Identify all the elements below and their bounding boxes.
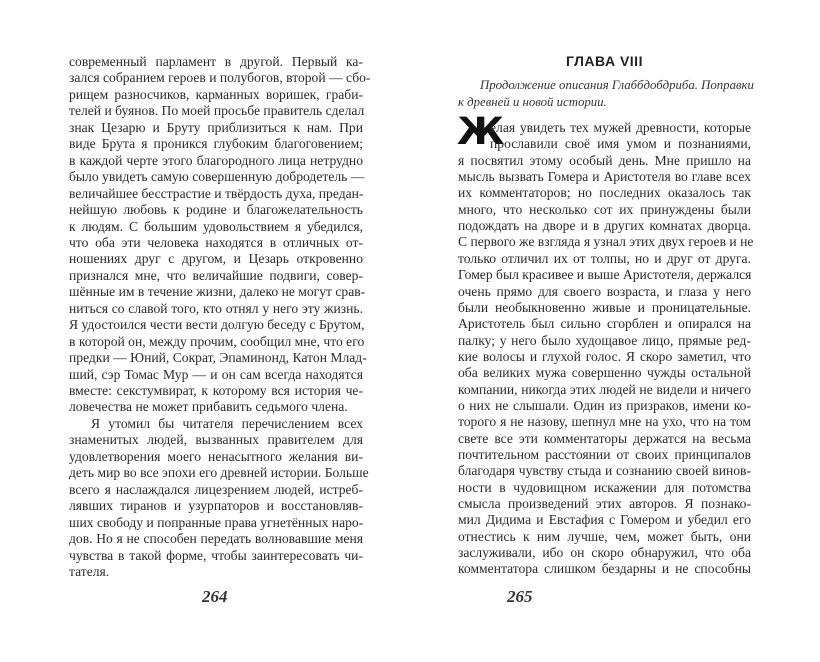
text-line: удовлетворения моего ненасытного желания ви- — [69, 448, 363, 464]
text-line: С первого же взгляда я узнал этих двух героев и не — [458, 234, 754, 250]
text-line: Я утомил бы читателя перечислением всех — [91, 415, 363, 431]
text-line: предки — Юний, Сократ, Эпаминонд, Катон Млад- — [69, 350, 367, 366]
text-line: много, что несколько сот их принуждены были — [458, 201, 751, 217]
text-line: современный парламент в другой. Первый ка- — [69, 54, 363, 69]
text-line: чувства в такой форме, чтобы заинтересовать чи- — [69, 547, 363, 563]
page-number-right: 265 — [507, 587, 533, 606]
text-line: подождать на дворе и в других комнатах дворца. — [458, 218, 751, 234]
text-line: что оба эти человека находятся в отличных от- — [69, 234, 363, 250]
text-line: величайшее бесстрастие и твёрдость духа, предан- — [69, 185, 364, 201]
text-line: было увидеть самую совершенную добродетель — — [69, 169, 365, 185]
text-line: лявших тиранов и узурпаторов и восстановляв- — [69, 498, 363, 514]
text-line: ности в чудовищном искажении для потомства — [458, 479, 751, 495]
text-line: о них не слышали. Один из призраков, имени ко- — [458, 397, 751, 413]
text-line: дов. Но я не способен передать волновавшие меня — [69, 531, 363, 547]
text-line: телей и буянов. По моей просьбе правитель сделал — [69, 103, 365, 119]
page-number-left: 264 — [202, 587, 228, 606]
text-line: деть мир во все эпохи его древней истории. Больше — [69, 465, 369, 481]
text-line: благодаря чувству стыда и сознанию своей винов- — [458, 463, 751, 479]
text-line: нейшую любовь к родине и благожелательность — [69, 202, 363, 218]
text-line: шённые им в течение жизни, далеко не могут срав- — [69, 284, 366, 300]
text-line: ших свободу и попранные права угнетённых наро- — [69, 514, 364, 530]
text-line: оба великих мужа совершенно чужды остальной — [458, 365, 751, 381]
text-line: торого я не назову, шепнул мне на ухо, что на том — [458, 414, 751, 430]
text-line: прославили своё имя умом и познаниями, — [490, 136, 751, 152]
text-line: я посвятил этому особый день. Мне пришло на — [458, 152, 751, 168]
text-line: отнестись к ним лучше, чем, может быть, они — [458, 528, 751, 544]
text-line: знак Цезарю и Бруту приблизиться к нам. При — [69, 119, 363, 135]
drop-cap-letter: Ж — [456, 110, 505, 153]
text-line: комментатора слишком бездарны и не способны — [458, 561, 751, 577]
text-line: очень прямо для своего возраста, и глаза у него — [458, 283, 751, 299]
chapter-subtitle-line-1: Продолжение описания Глаббдобдриба. Поправки — [480, 78, 754, 92]
text-line: почтительном расстоянии от своих принципалов — [458, 447, 751, 462]
text-line: рищем разносчиков, карманных воришек, граби- — [69, 86, 363, 102]
text-line: елая увидеть тех мужей древности, которые — [490, 120, 751, 135]
text-line: мил Дидима и Евстафия с Гомером и убедил его — [458, 512, 751, 528]
text-line: признался мне, что величайшие подвиги, совер- — [69, 267, 363, 283]
text-line: тателя. — [69, 563, 110, 579]
text-line: смысла произведений этих авторов. Я познако- — [458, 496, 751, 512]
text-line: Гомер был красивее и выше Аристотеля, держался — [458, 267, 752, 283]
chapter-subtitle-line-2: к древней и новой истории. — [458, 95, 607, 109]
text-line: всего я наслаждался лицезрением людей, истреб- — [69, 481, 363, 497]
text-line: Я удостоился чести вести долгую беседу с Брутом, — [69, 317, 365, 333]
text-line: вместе: секстумвират, к которому вся история че- — [69, 383, 363, 398]
text-line: Аристотель был сильно сгорблен и опирался на — [458, 316, 751, 332]
text-line: в каждой черте этого благородного лица нетрудно — [69, 152, 363, 168]
text-line: компании, никогда этих людей не видели и ничего — [458, 381, 751, 397]
text-line: виде Брута я проникся глубоким благоговением; — [69, 136, 363, 152]
text-line: кие волосы и глухой голос. Я скоро заметил, что — [458, 348, 751, 364]
text-line: ниться со славой того, кто отнял у него эту жизнь. — [69, 300, 363, 316]
chapter-title: ГЛАВА VIII — [566, 53, 643, 69]
text-line: ношениях друг с другом, и Цезарь откровенно — [69, 251, 363, 267]
text-line: ловечества не может прибавить седьмого члена. — [69, 399, 348, 415]
text-line: только отличил их от толпы, но и друг от друга. — [458, 250, 751, 266]
text-line: зался собранием героев и полубогов, второй — сбо- — [69, 70, 371, 86]
text-line: их комментаторов; но последних оказалось так — [458, 185, 751, 201]
text-line: были необыкновенно живые и проницательные. — [458, 299, 751, 315]
text-line: ший, сэр Томас Мур — и он сам всегда находятся — [69, 366, 363, 382]
text-line: свете все эти комментаторы держатся на весьма — [458, 430, 751, 446]
text-line: в которой он, между прочим, сообщил мне, что его — [69, 333, 365, 349]
text-line: палку; у него было худощавое лицо, прямые ред- — [458, 332, 751, 348]
text-line: заслуживали, ибо он скоро обнаружил, что оба — [458, 545, 751, 561]
text-line: знаменитых людей, вызванных правителем для — [69, 432, 363, 448]
text-line: к людям. С большим удовольствием я убедился, — [69, 218, 363, 234]
text-line: мысль вызвать Гомера и Аристотеля во главе всех — [458, 169, 751, 185]
